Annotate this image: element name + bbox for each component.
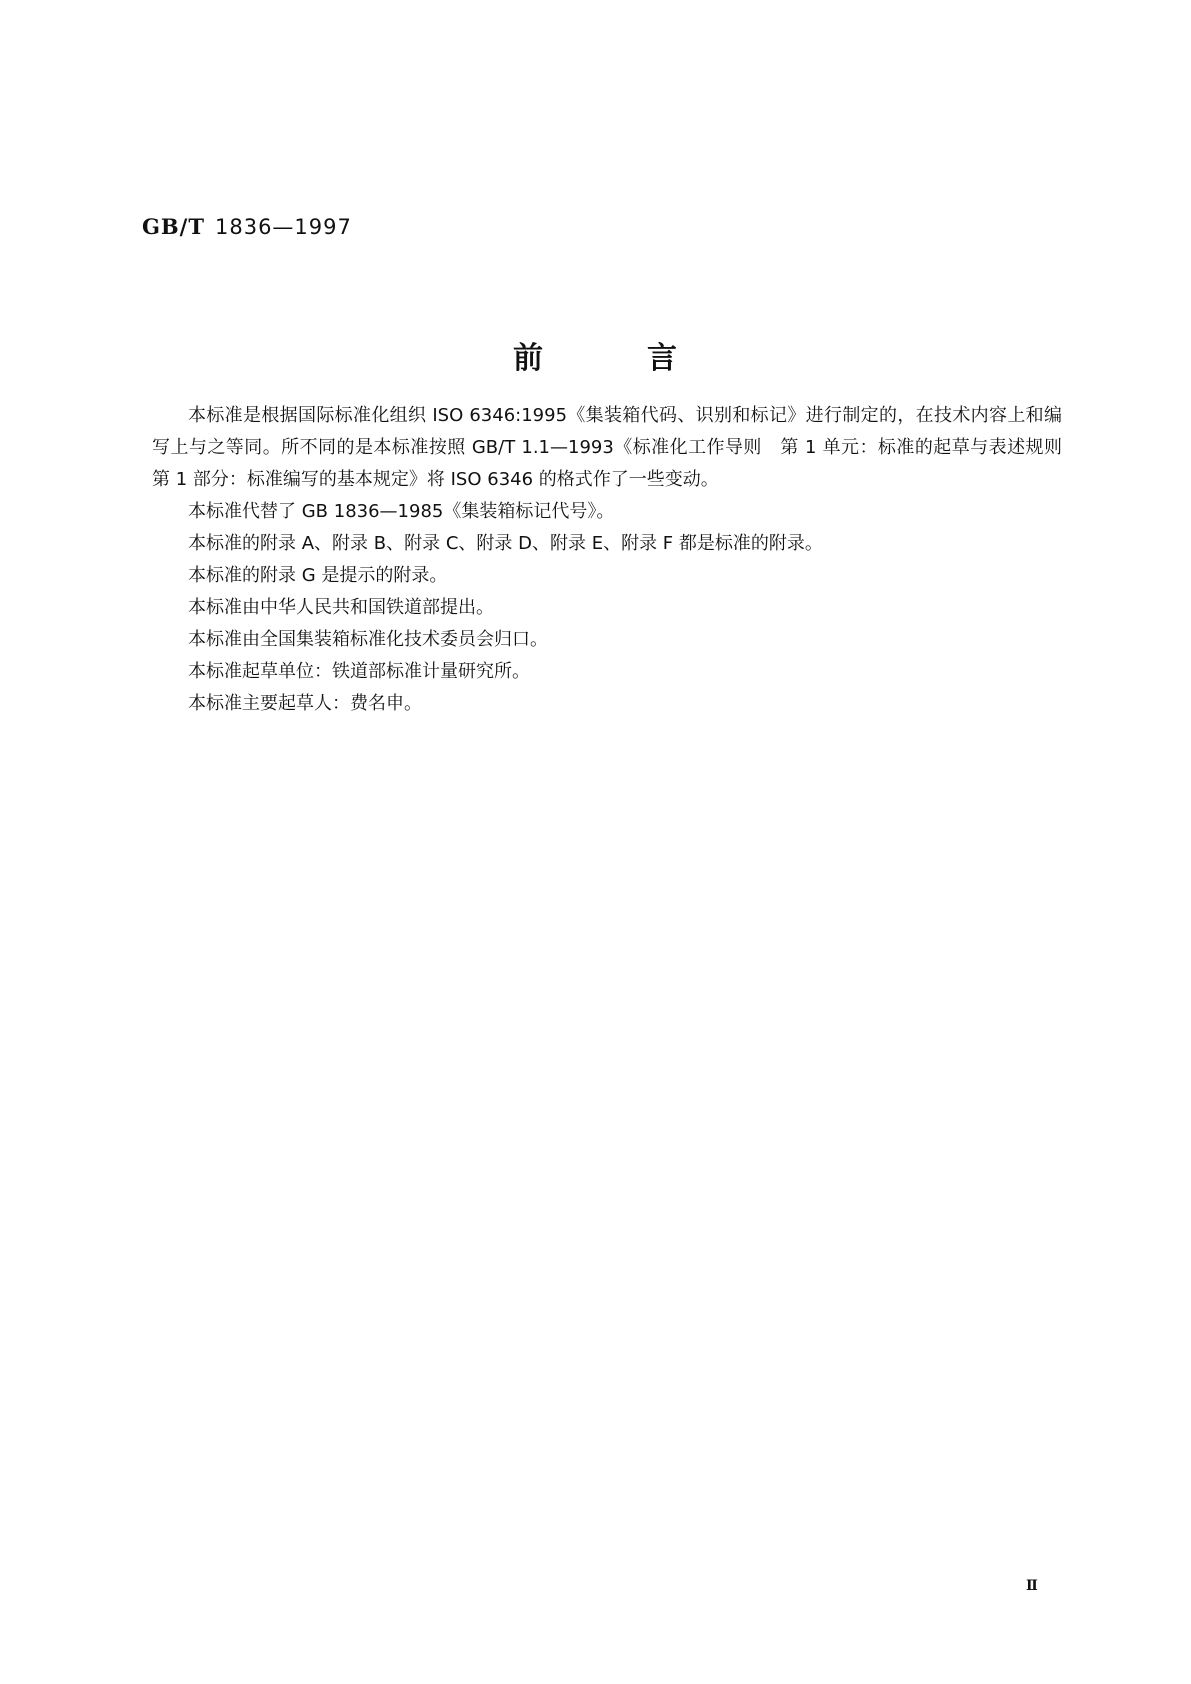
paragraph: 本标准的附录 G 是提示的附录。 bbox=[188, 565, 448, 586]
paragraph: 本标准的附录 A、附录 B、附录 C、附录 D、附录 E、附录 F 都是标准的附录。 bbox=[188, 533, 823, 554]
page-number: Ⅱ bbox=[1026, 1578, 1038, 1594]
paragraph: 本标准代替了 GB 1836—1985《集装箱标记代号》。 bbox=[188, 501, 615, 522]
standard-number bbox=[142, 214, 352, 239]
paragraph: 本标准主要起草人：费名申。 bbox=[188, 693, 422, 714]
paragraph: 本标准起草单位：铁道部标准计量研究所。 bbox=[188, 661, 530, 682]
paragraph: 本标准是根据国际标准化组织 ISO 6346:1995《集装箱代码、识别和标记》进行制定的，在技术内容上和编写上与之等同。所不同的是本标准按照 GB/T 1.1—1993《标准化工作导则 第 1 单元：标准的起草与表述规则 第 1 部分：标准编写的基本规定》将 ISO 6346 的格式作了一些变动。 bbox=[152, 405, 1080, 490]
page-title: 前言 bbox=[513, 341, 781, 376]
standard-code: 1836—1997 bbox=[214, 215, 352, 239]
paragraph: 本标准由中华人民共和国铁道部提出。 bbox=[188, 597, 494, 618]
foreword-body bbox=[152, 400, 1080, 720]
paragraph: 本标准由全国集装箱标准化技术委员会归口。 bbox=[188, 629, 548, 650]
standard-prefix: GB/T bbox=[142, 214, 205, 239]
